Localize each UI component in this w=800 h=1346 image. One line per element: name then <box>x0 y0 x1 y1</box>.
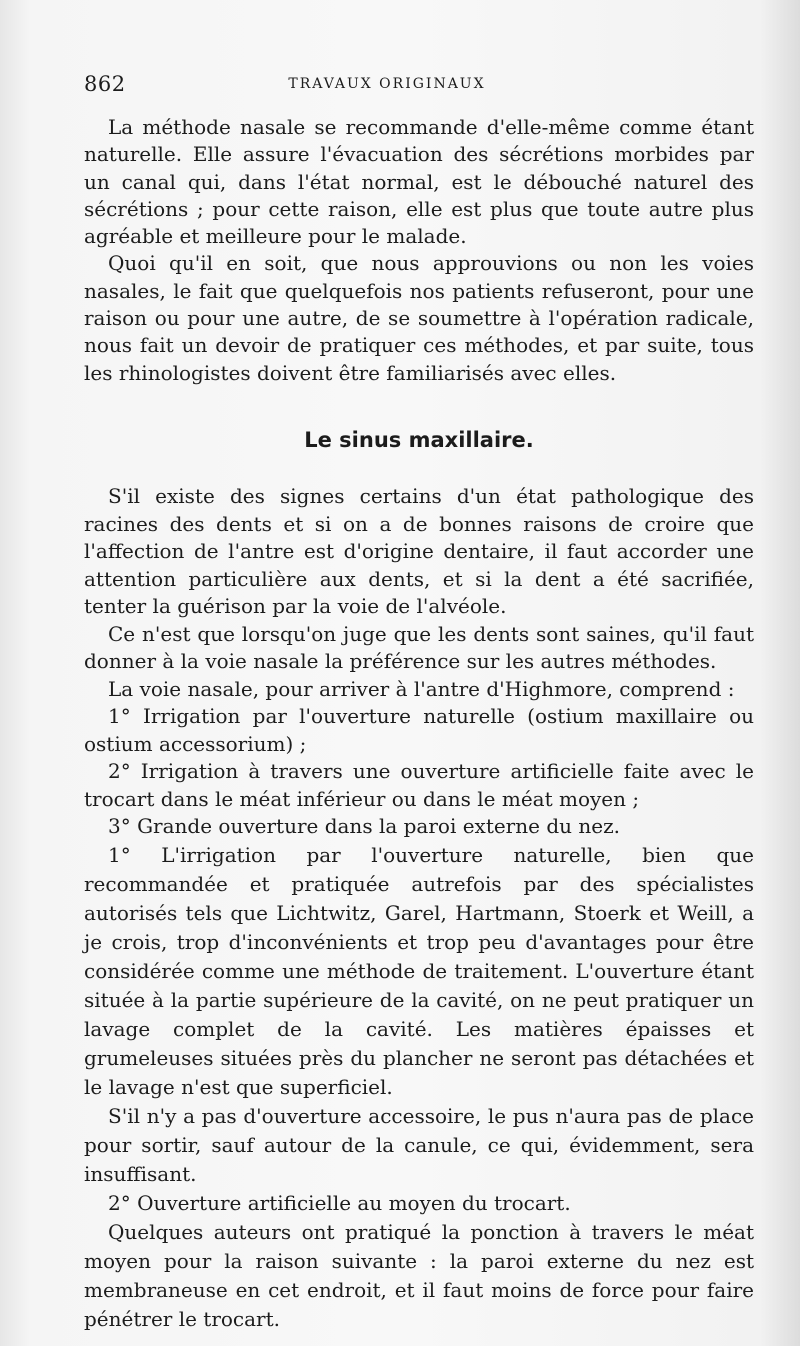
list-item: 1° Irrigation par l'ouverture naturelle (ostium maxillaire ou ostium accessorium) ; <box>84 704 754 756</box>
page-header <box>84 70 750 100</box>
paragraph: 1° L'irrigation par l'ouverture naturelle, bien que recommandée et pratiquée autrefois par des spécialistes autorisés tels que Lichtwitz, Garel, Hartmann, Stoerk et Weill, a je crois, trop d'inconvénients et trop peu d'avantages pour être considérée comme une méthode de traitement. L'ouverture étant située à la partie supérieure de la cavité, on ne peut pratiquer un lavage complet de la cavité. Les matières épaisses et grumeleuses situées près du plancher ne seront pas détachées et le lavage n'est que superficiel. <box>84 842 754 1099</box>
paragraph: S'il n'y a pas d'ouverture accessoire, le pus n'aura pas de place pour sortir, sauf autour de la canule, ce qui, évidemment, sera insuffisant. <box>84 1103 754 1186</box>
paragraph: Quelques auteurs ont pratiqué la ponction à travers le méat moyen pour la raison suivante : la paroi externe du nez est membraneuse en cet endroit, et il faut moins de force pour faire pénétrer le trocart. <box>84 1219 754 1331</box>
list-item: 2° Irrigation à travers une ouverture artificielle faite avec le trocart dans le méat inférieur ou dans le méat moyen ; <box>84 759 754 811</box>
subheading: 2° Ouverture artificielle au moyen du trocart. <box>108 1190 571 1215</box>
paragraph: La méthode nasale se recommande d'elle-même comme étant naturelle. Elle assure l'évacuation des sécrétions morbides par un canal qui, dans l'état normal, est le débouché naturel des sécrétions ; pour cette raison, elle est plus que toute autre plus agréable et meilleure pour le malade. <box>84 115 754 249</box>
paragraph: La voie nasale, pour arriver à l'antre d'Highmore, comprend : <box>108 676 735 701</box>
running-head: TRAVAUX ORIGINAUX <box>288 76 486 92</box>
paragraph: S'il existe des signes certains d'un état pathologique des racines des dents et si on a de bonnes raisons de croire que l'affection de l'antre est d'origine dentaire, il faut accorder une attention particulière aux dents, et si la dent a été sacrifiée, tenter la guérison par la voie de l'alvéole. <box>84 484 754 619</box>
page-number: 862 <box>84 72 126 96</box>
section-heading: Le sinus maxillaire. <box>304 427 534 452</box>
body-text <box>84 114 754 1334</box>
paragraph: Ce n'est que lorsqu'on juge que les dents sont saines, qu'il faut donner à la voie nasale la préférence sur les autres méthodes. <box>84 621 754 674</box>
list-item: 3° Grande ouverture dans la paroi externe du nez. <box>108 814 620 839</box>
paragraph: Quoi qu'il en soit, que nous approuvions ou non les voies nasales, le fait que quelquefois nos patients refuseront, pour une raison ou pour une autre, de se soumettre à l'opération radicale, nous fait un devoir de pratiquer ces méthodes, et par suite, tous les rhinologistes doivent être familiarisés avec elles. <box>84 251 754 385</box>
